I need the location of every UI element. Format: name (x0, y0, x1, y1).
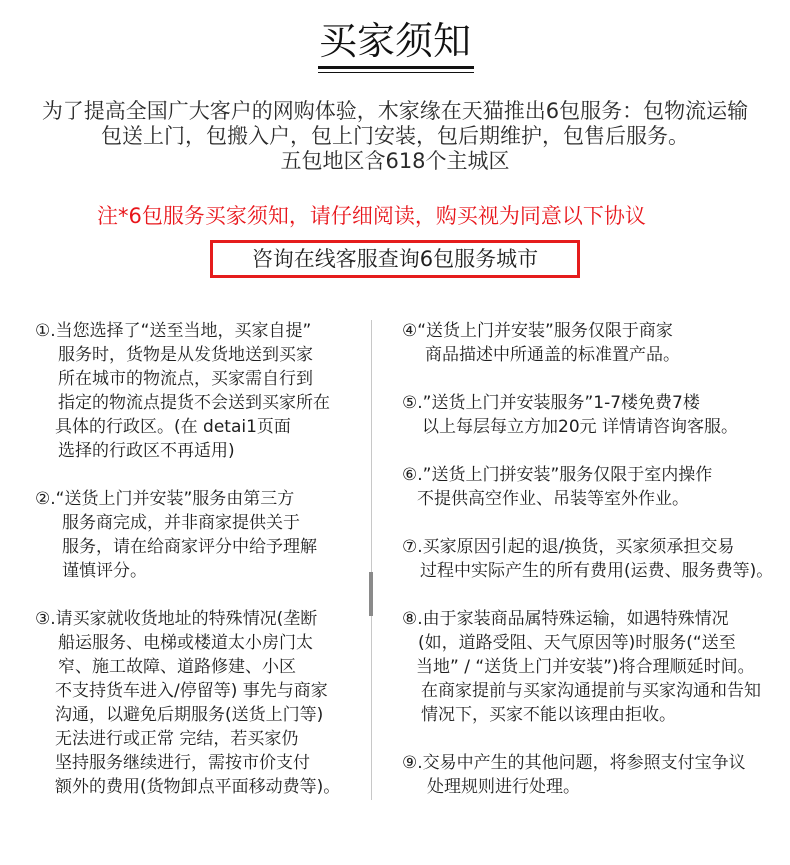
item-line: 在商家提前与买家沟通提前与买家沟通和告知 (421, 681, 761, 701)
item-line: 情况下，买家不能以该理由拒收。 (421, 705, 676, 725)
title-underline (318, 66, 474, 69)
item-line: 所在城市的物流点，买家需自行到 (58, 369, 313, 389)
item-line: 当地” / “送货上门并安装”)将合理顺延时间。 (416, 657, 755, 677)
item-line: 服务商完成，并非商家提供关于 (62, 513, 300, 533)
column-divider (371, 320, 372, 800)
notice-item-1 (35, 319, 330, 463)
item-line: ②.“送货上门并安装”服务由第三方 (35, 489, 295, 509)
intro-paragraph (0, 99, 790, 174)
item-line: 以上每层每立方加20元 详情请咨询客服。 (422, 417, 739, 437)
notice-item-4 (402, 319, 680, 367)
item-line: 具体的行政区。(在 detai1页面 (55, 417, 291, 437)
consult-service-box: 咨询在线客服查询6包服务城市 (210, 240, 580, 278)
notice-item-2 (35, 487, 317, 583)
item-line: ⑦.买家原因引起的退/换货，买家须承担交易 (402, 537, 735, 557)
item-line: 坚持服务继续进行，需按市价支付 (55, 753, 310, 773)
item-line: ④“送货上门并安装”服务仅限于商家 (402, 321, 673, 341)
item-line: 不支持货车进入/停留等) 事先与商家 (55, 681, 328, 701)
item-line: 商品描述中所通盖的标准置产品。 (425, 345, 680, 365)
item-line: 谨慎评分。 (62, 561, 147, 581)
notice-item-9 (402, 751, 746, 799)
item-line: 窄、施工故障、道路修建、小区 (58, 657, 296, 677)
notice-item-8 (402, 607, 761, 727)
item-line: 服务时，货物是从发货地送到买家 (58, 345, 313, 365)
item-line: 不提供高空作业、吊装等室外作业。 (417, 489, 689, 509)
notice-item-5 (402, 391, 738, 439)
item-line: 服务，请在给商家评分中给予理解 (62, 537, 317, 557)
item-line: 处理规则进行处理。 (427, 777, 580, 797)
intro-line: 为了提高全国广大客户的网购体验，木家缘在天猫推出6包服务：包物流运输 (41, 99, 749, 123)
notice-item-6 (402, 463, 712, 511)
title-underline-thin (318, 72, 474, 73)
item-line: 沟通，以避免后期服务(送货上门等) (55, 705, 324, 725)
item-line: 船运服务、电梯或楼道太小房门太 (58, 633, 313, 653)
notice-item-3 (35, 607, 340, 799)
column-divider-mark (369, 572, 373, 616)
item-line: ⑨.交易中产生的其他问题，将参照支付宝争议 (402, 753, 746, 773)
item-line: ⑧.由于家装商品属特殊运输，如遇特殊情况 (402, 609, 729, 629)
item-line: (如，道路受阻、天气原因等)时服务(“送至 (418, 633, 736, 653)
item-line: ①.当您选择了“送至当地，买家自提” (35, 321, 312, 341)
item-line: ⑥.”送货上门拼安装”服务仅限于室内操作 (402, 465, 713, 485)
intro-line: 包送上门，包搬入户，包上门安装，包后期维护，包售后服务。 (101, 124, 689, 148)
page-title: 买家须知 (318, 19, 471, 63)
item-line: 指定的物流点提货不会送到买家所在 (58, 393, 330, 413)
notice-item-7 (402, 535, 773, 583)
red-notice-text: 注*6包服务买家须知，请仔细阅读，购买视为同意以下协议 (97, 204, 646, 228)
item-line: 过程中实际产生的所有费用(运费、服务费等)。 (420, 561, 774, 581)
item-line: ③.请买家就收货地址的特殊情况(垄断 (35, 609, 318, 629)
item-line: 选择的行政区不再适用) (58, 441, 235, 461)
item-line: 额外的费用(货物卸点平面移动费等)。 (55, 777, 341, 797)
intro-line: 五包地区含618个主城区 (280, 149, 510, 173)
item-line: 无法进行或正常 完结，若买家仍 (55, 729, 299, 749)
item-line: ⑤.”送货上门并安装服务”1-7楼免费7楼 (402, 393, 700, 413)
